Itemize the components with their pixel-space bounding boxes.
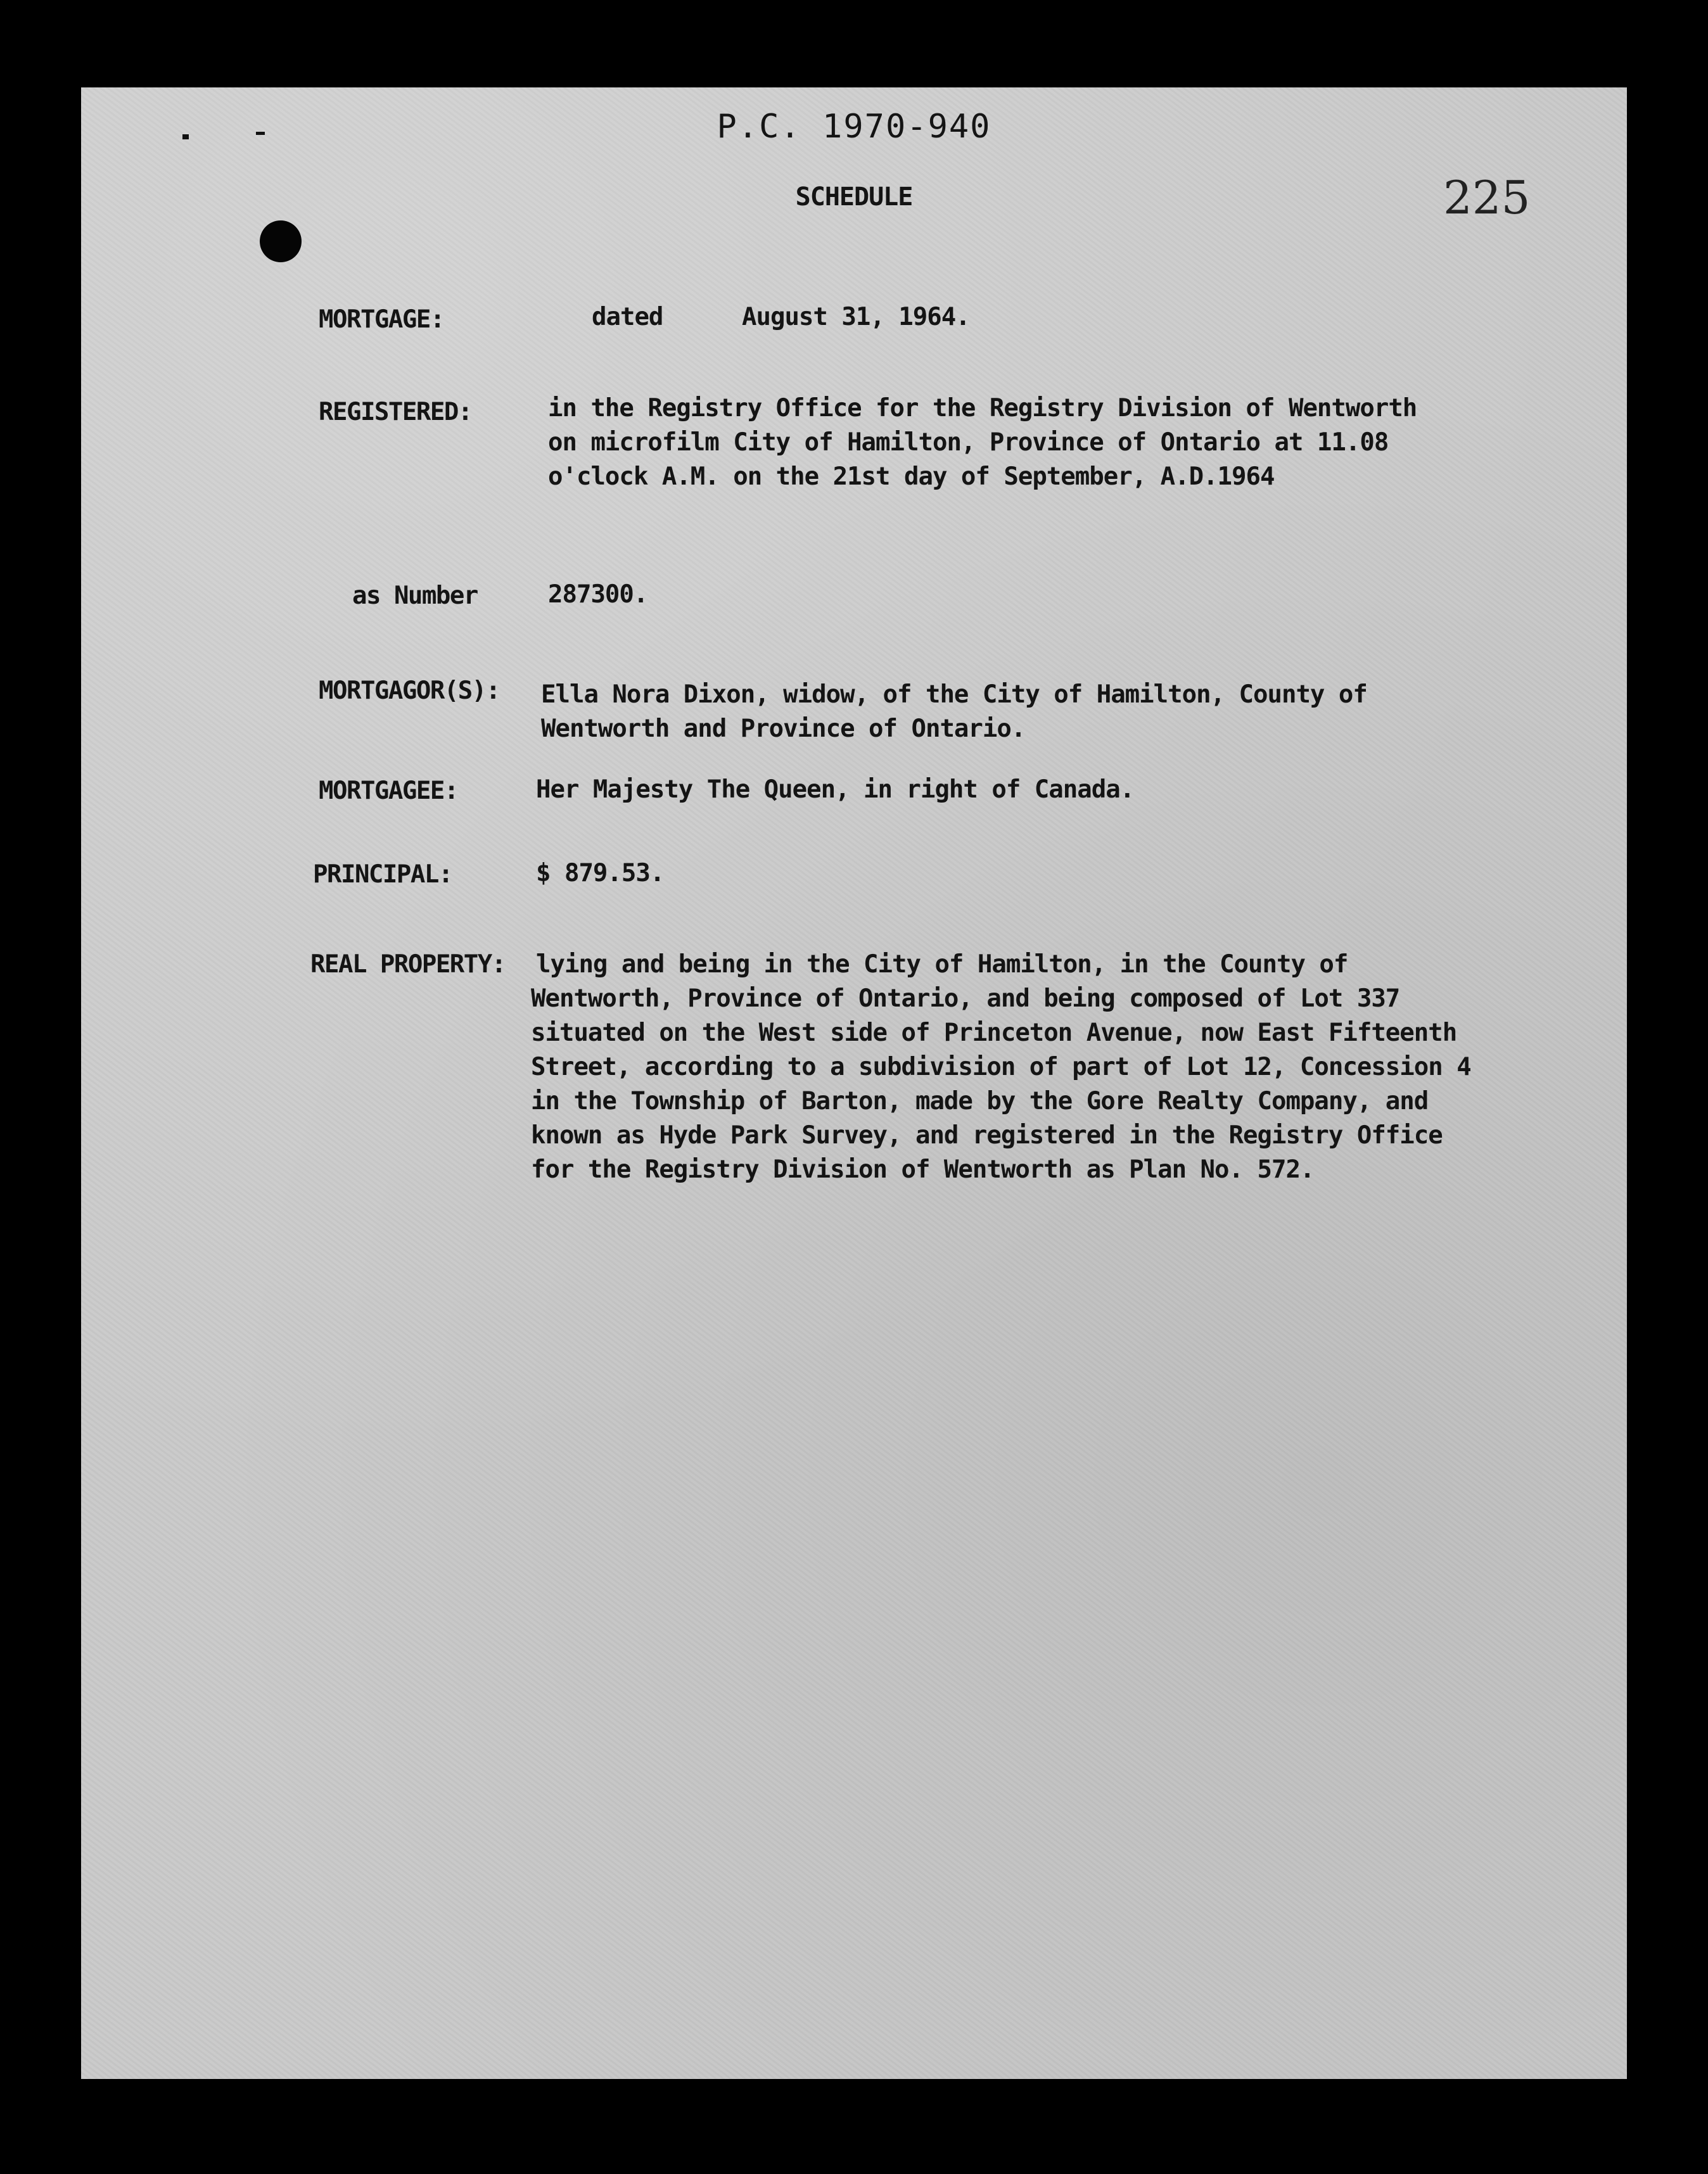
schedule-title: SCHEDULE xyxy=(795,182,913,212)
real-property-label: REAL PROPERTY: xyxy=(310,950,506,979)
registration-number: 287300. xyxy=(548,580,648,609)
mortgagee-name: Her Majesty The Queen, in right of Canada. xyxy=(536,775,1135,804)
real-property-line: lying and being in the City of Hamilton, in the County of xyxy=(536,950,1348,979)
real-property-line: situated on the West side of Princeton Avenue, now East Fifteenth xyxy=(531,1019,1457,1047)
mortgage-label: MORTGAGE: xyxy=(319,305,444,334)
document-paper xyxy=(81,87,1627,2079)
page-number: 225 xyxy=(1443,171,1531,224)
mortgage-date: August 31, 1964. xyxy=(742,303,970,331)
mortgagee-label: MORTGAGEE: xyxy=(319,777,458,805)
real-property-line: Wentworth, Province of Ontario, and being composed of Lot 337 xyxy=(531,984,1400,1013)
number-label: as Number xyxy=(352,582,478,610)
mortgagor-label: MORTGAGOR(S): xyxy=(319,677,500,705)
real-property-line: for the Registry Division of Wentworth as Plan No. 572. xyxy=(531,1155,1315,1184)
real-property-line: known as Hyde Park Survey, and registered in the Registry Office xyxy=(531,1121,1443,1150)
mortgagor-line: Wentworth and Province of Ontario. xyxy=(541,715,1026,743)
mortgagor-line: Ella Nora Dixon, widow, of the City of Hamilton, County of xyxy=(541,680,1367,709)
mortgage-dated-word: dated xyxy=(592,303,663,331)
punch-hole xyxy=(260,220,302,262)
real-property-line: in the Township of Barton, made by the Gore Realty Company, and xyxy=(531,1087,1429,1116)
registered-label: REGISTERED: xyxy=(319,398,472,426)
order-in-council-number: P.C. 1970-940 xyxy=(717,108,991,146)
registered-line: in the Registry Office for the Registry Division of Wentworth xyxy=(548,394,1417,423)
registered-line: o'clock A.M. on the 21st day of September, A.D.1964 xyxy=(548,462,1275,491)
real-property-line: Street, according to a subdivision of part of Lot 12, Concession 4 xyxy=(531,1053,1471,1081)
registered-line: on microfilm City of Hamilton, Province of Ontario at 11.08 xyxy=(548,428,1389,457)
principal-label: PRINCIPAL: xyxy=(313,860,452,889)
principal-amount: $ 879.53. xyxy=(536,859,665,887)
